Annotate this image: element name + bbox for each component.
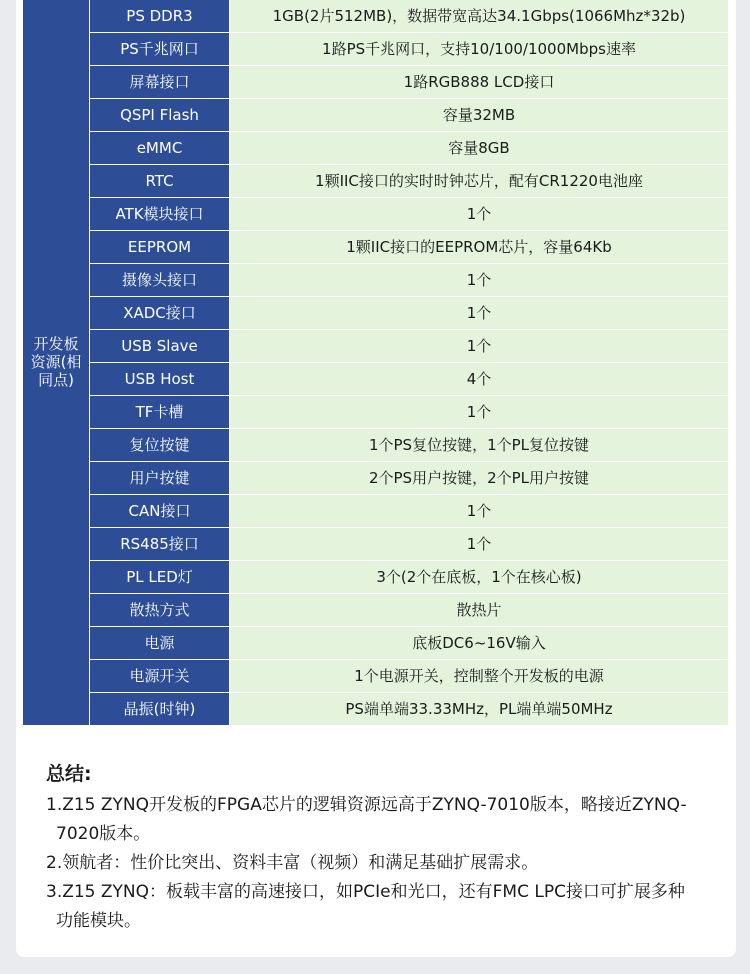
spec-name-cell: QSPI Flash <box>90 99 230 132</box>
spec-table-body <box>23 0 728 725</box>
summary-item-3-line1: 3.Z15 ZYNQ：板载丰富的高速接口，如PCIe和光口，还有FMC LPC接口可扩展多种 <box>46 882 685 902</box>
spec-name-cell: CAN接口 <box>90 495 230 528</box>
spec-value-cell: 4个 <box>230 363 729 396</box>
spec-value-cell: 1个 <box>230 330 729 363</box>
table-row <box>23 165 728 198</box>
spec-value-cell: 1颗IIC接口的EEPROM芯片，容量64Kb <box>230 231 729 264</box>
spec-value-cell: 1个 <box>230 396 729 429</box>
spec-value-cell: 底板DC6~16V输入 <box>230 627 729 660</box>
table-row <box>23 627 728 660</box>
spec-table <box>23 0 728 726</box>
spec-value-cell: 1个PS复位按键，1个PL复位按键 <box>230 429 729 462</box>
spec-value-cell: 1GB(2片512MB)，数据带宽高达34.1Gbps(1066Mhz*32b) <box>230 0 729 33</box>
spec-name-cell: 电源开关 <box>90 660 230 693</box>
summary-item-3-line2: 功能模块。 <box>56 911 141 931</box>
spec-name-cell: 屏幕接口 <box>90 66 230 99</box>
spec-value-cell: 1颗IIC接口的实时时钟芯片，配有CR1220电池座 <box>230 165 729 198</box>
spec-name-cell: PL LED灯 <box>90 561 230 594</box>
summary-title: 总结: <box>46 763 92 785</box>
spec-value-cell: 容量32MB <box>230 99 729 132</box>
spec-name-cell: 散热方式 <box>90 594 230 627</box>
spec-name-cell: PS DDR3 <box>90 0 230 33</box>
spec-value-cell: 1个 <box>230 297 729 330</box>
spec-value-cell: 1路PS千兆网口，支持10/100/1000Mbps速率 <box>230 33 729 66</box>
spec-value-cell: 1个 <box>230 528 729 561</box>
table-row <box>23 528 728 561</box>
table-row <box>23 462 728 495</box>
table-row <box>23 363 728 396</box>
summary-item-2 <box>46 849 716 878</box>
group-label-cell <box>23 0 90 725</box>
summary-item-1-line1: 1.Z15 ZYNQ开发板的FPGA芯片的逻辑资源远高于ZYNQ-7010版本，略接近ZYNQ- <box>46 795 687 815</box>
spec-name-cell: ATK模块接口 <box>90 198 230 231</box>
table-row <box>23 297 728 330</box>
table-row <box>23 198 728 231</box>
table-row <box>23 561 728 594</box>
spec-value-cell: 1个 <box>230 495 729 528</box>
spec-value-cell: 容量8GB <box>230 132 729 165</box>
summary-item-1-line2: 7020版本。 <box>56 824 151 844</box>
summary-item-1 <box>46 791 716 849</box>
spec-name-cell: RTC <box>90 165 230 198</box>
spec-name-cell: eMMC <box>90 132 230 165</box>
spec-name-cell: 晶振(时钟) <box>90 693 230 726</box>
spec-value-cell: PS端单端33.33MHz，PL端单端50MHz <box>230 693 729 726</box>
spec-name-cell: RS485接口 <box>90 528 230 561</box>
table-row <box>23 693 728 726</box>
spec-value-cell: 1个 <box>230 264 729 297</box>
spec-name-cell: PS千兆网口 <box>90 33 230 66</box>
table-row <box>23 396 728 429</box>
spec-value-cell: 3个(2个在底板，1个在核心板) <box>230 561 729 594</box>
spec-name-cell: USB Slave <box>90 330 230 363</box>
table-row <box>23 99 728 132</box>
table-row <box>23 495 728 528</box>
spec-name-cell: 用户按键 <box>90 462 230 495</box>
spec-name-cell: 电源 <box>90 627 230 660</box>
spec-value-cell: 1个 <box>230 198 729 231</box>
spec-name-cell: TF卡槽 <box>90 396 230 429</box>
table-row <box>23 660 728 693</box>
table-row <box>23 132 728 165</box>
table-row <box>23 0 728 33</box>
table-row <box>23 33 728 66</box>
table-row <box>23 231 728 264</box>
table-row <box>23 429 728 462</box>
spec-value-cell: 1路RGB888 LCD接口 <box>230 66 729 99</box>
table-row <box>23 264 728 297</box>
spec-value-cell: 2个PS用户按键，2个PL用户按键 <box>230 462 729 495</box>
table-row <box>23 594 728 627</box>
table-row <box>23 66 728 99</box>
summary-item-2-line1: 2.领航者：性价比突出、资料丰富（视频）和满足基础扩展需求。 <box>46 853 539 873</box>
spec-name-cell: USB Host <box>90 363 230 396</box>
spec-name-cell: 摄像头接口 <box>90 264 230 297</box>
spec-name-cell: XADC接口 <box>90 297 230 330</box>
table-row <box>23 330 728 363</box>
summary-section <box>46 760 716 936</box>
summary-item-3 <box>46 878 716 936</box>
spec-value-cell: 1个电源开关，控制整个开发板的电源 <box>230 660 729 693</box>
spec-name-cell: 复位按键 <box>90 429 230 462</box>
group-label: 开发板资源(相同点) <box>30 335 82 390</box>
spec-value-cell: 散热片 <box>230 594 729 627</box>
spec-name-cell: EEPROM <box>90 231 230 264</box>
